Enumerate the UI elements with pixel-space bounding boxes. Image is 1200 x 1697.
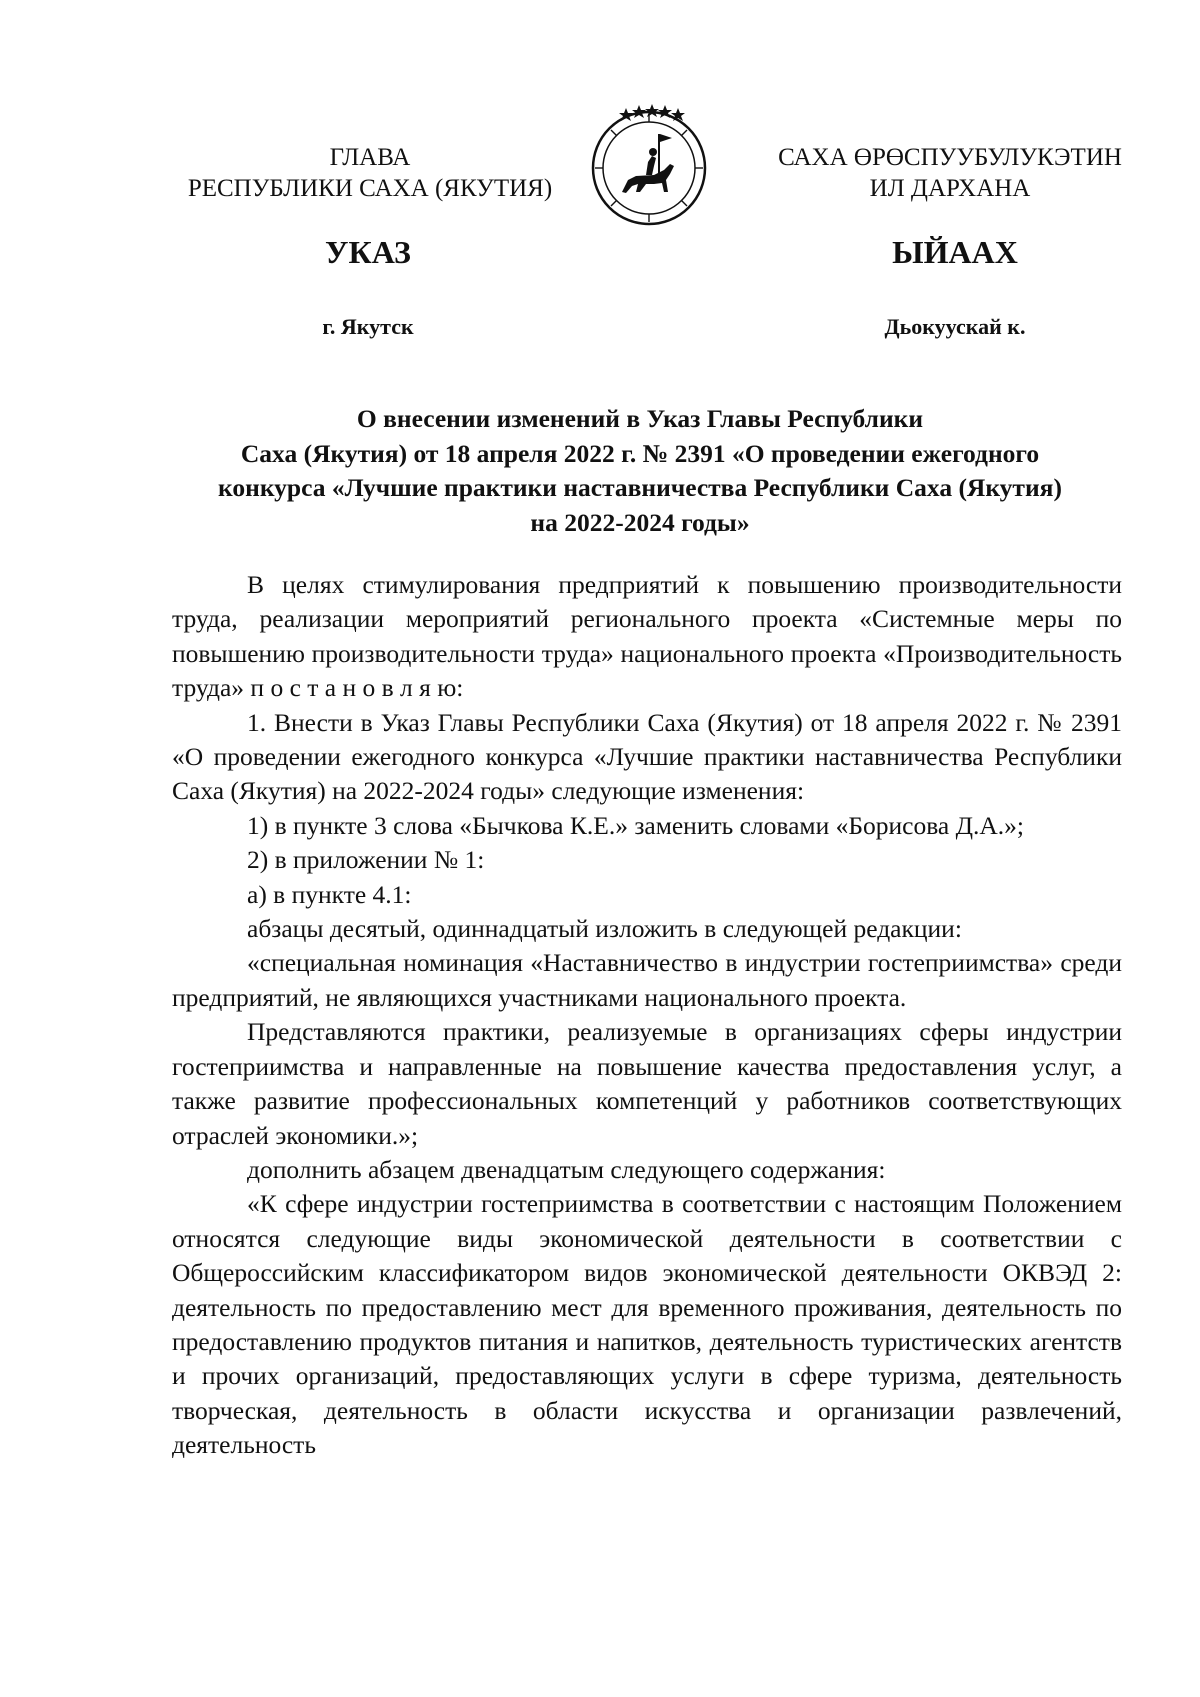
city-russian: г. Якутск xyxy=(322,314,414,339)
issuer-header-yakut xyxy=(755,142,1145,204)
document-type-russian: УКАЗ xyxy=(325,234,411,270)
coat-of-arms-icon xyxy=(584,100,714,230)
issuer-line-1: ГЛАВА xyxy=(329,144,411,171)
city-yakut: Дьокуускай к. xyxy=(884,314,1026,339)
title-line-1: О внесении изменений в Указ Главы Республики xyxy=(356,404,924,433)
issuer-line-2: РЕСПУБЛИКИ САХА (ЯКУТИЯ) xyxy=(187,175,553,202)
paragraph-instruction: абзацы десятый, одиннадцатый изложить в следующей редакции: xyxy=(247,914,962,944)
paragraph-quote-nomination: «специальная номинация «Наставничество в индустрии гостеприимства» среди предприятий, не являющихся участниками национального проекта. xyxy=(172,948,1122,1012)
title-line-3: конкурса «Лучшие практики наставничества Республики Саха (Якутия) xyxy=(218,473,1062,502)
paragraph-subitem-1: 1) в пункте 3 слова «Бычкова К.Е.» заменить словами «Борисова Д.А.»; xyxy=(247,810,1024,840)
paragraph-quote-okved: «К сфере индустрии гостеприимства в соответствии с настоящим Положением относятся следующие виды экономической деятельности в соответствии с Общероссийским классификатором видов экономической деятельности ОКВЭД 2: деятельность по предоставлению мест для временного проживания, деятельность по предоставлению продуктов питания и напитков, деятельность туристических агентств и прочих организаций, предоставляющих услуги в сфере туризма, деятельность творческая, деятельность в области искусства и организации развлечений, деятельность xyxy=(172,1189,1122,1460)
paragraph-preamble: В целях стимулирования предприятий к повышению производительности труда, реализации мероприятий регионального проекта «Системные меры по повышению производительности труда» национального проекта «Производительность труда» п о с т а н о в л я ю: xyxy=(172,570,1122,703)
paragraph-subitem-2: 2) в приложении № 1: xyxy=(247,845,485,875)
issuer-line-2-yakut: ИЛ ДАРХАНА xyxy=(869,175,1031,202)
issuer-line-1-yakut: САХА ӨРӨСПУУБУЛУКЭТИН xyxy=(778,144,1122,171)
paragraph-quote-practices: Представляются практики, реализуемые в организациях сферы индустрии гостеприимства и направленные на повышение качества предоставления услуг, а также развитие профессиональных компетенций у работников соответствующих отраслей экономики.»; xyxy=(172,1017,1122,1150)
issuer-header-russian xyxy=(170,142,570,204)
title-line-4: на 2022-2024 годы» xyxy=(530,507,750,537)
paragraph-subitem-a: а) в пункте 4.1: xyxy=(247,879,412,909)
paragraph-addition: дополнить абзацем двенадцатым следующего содержания: xyxy=(247,1154,886,1184)
title-line-2: Саха (Якутия) от 18 апреля 2022 г. № 2391 «О проведении ежегодного xyxy=(240,438,1040,468)
decree-title xyxy=(160,402,1120,540)
paragraph-item-1: 1. Внести в Указ Главы Республики Саха (Якутия) от 18 апреля 2022 г. № 2391 «О проведении ежегодного конкурса «Лучшие практики наставничества Республики Саха (Якутия) на 2022-2024 годы» следующие изменения: xyxy=(172,707,1122,806)
document-type-yakut: ЫЙААХ xyxy=(892,234,1018,270)
decree-body xyxy=(172,568,1122,1463)
